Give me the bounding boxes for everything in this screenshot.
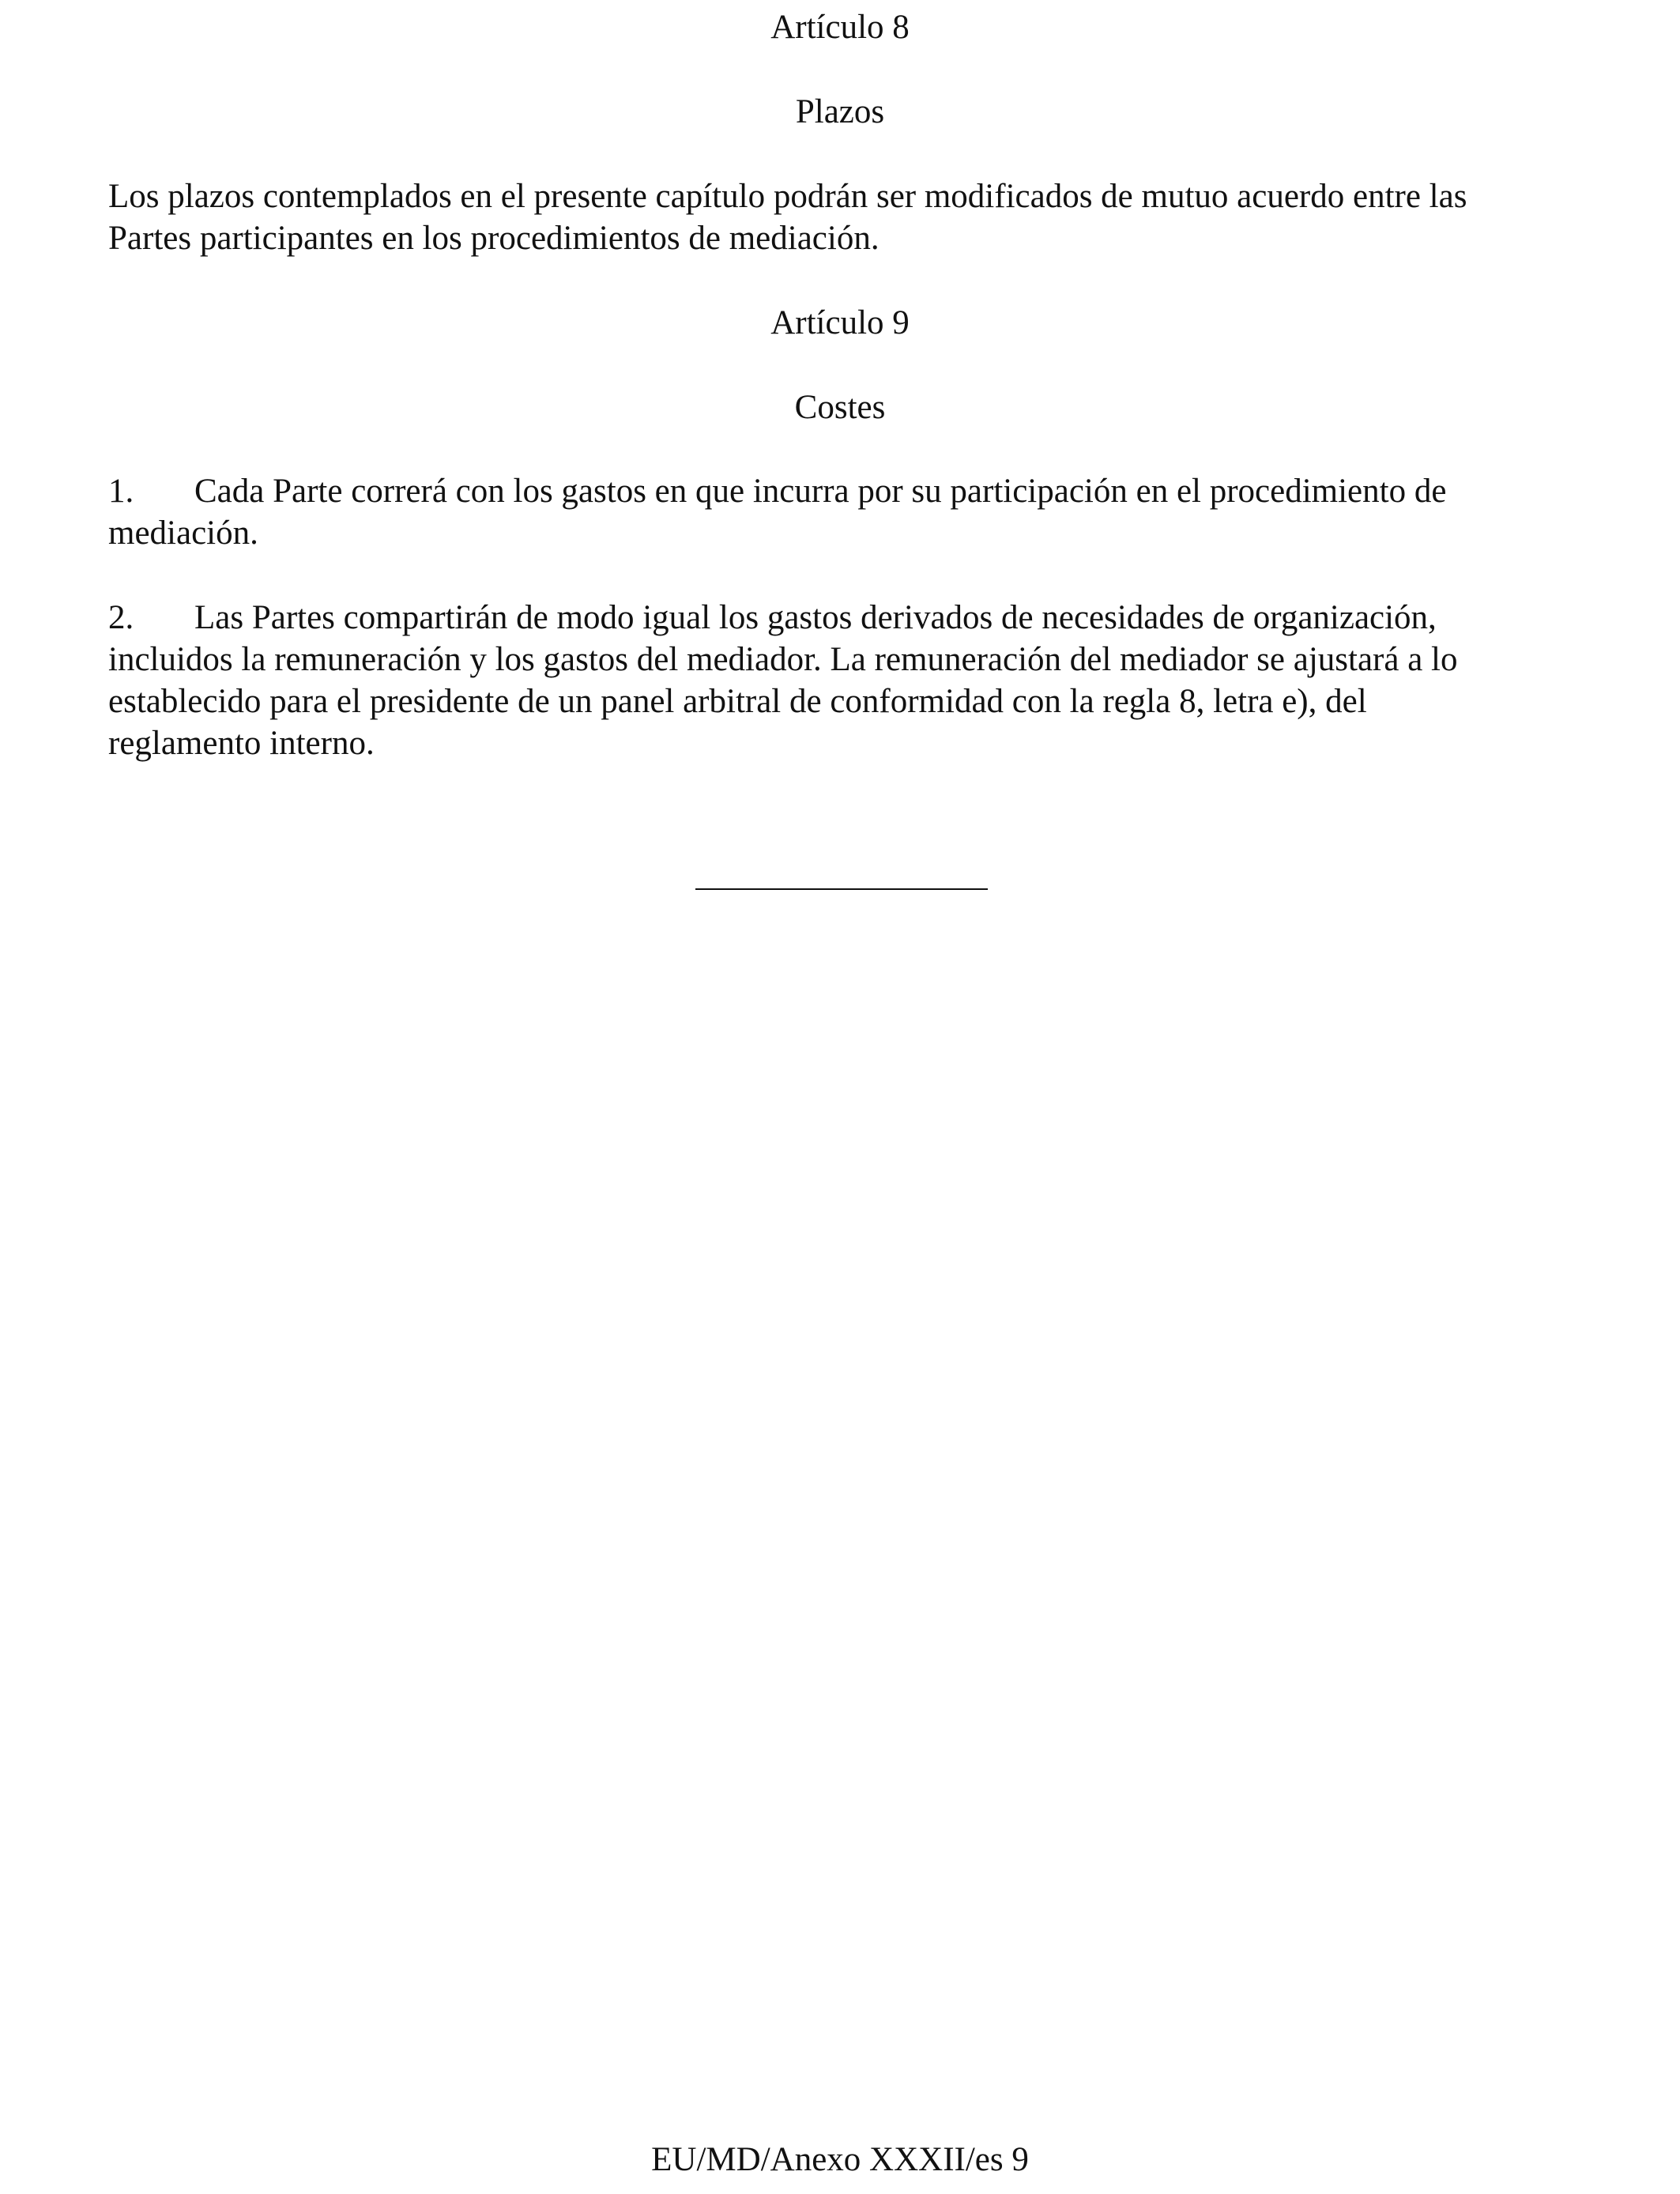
- article-8-title: Plazos: [795, 93, 885, 130]
- article-8-heading: Artículo 8: [770, 9, 910, 46]
- paragraph-line: 1. Cada Parte correrá con los gastos en que incurra por su participación en el procedimiento de: [108, 470, 1594, 512]
- article-9-item-1: [108, 470, 1594, 554]
- paragraph-line: Partes participantes en los procedimientos de mediación.: [108, 220, 880, 257]
- paragraph-line: reglamento interno.: [108, 725, 375, 762]
- paragraph-line: mediación.: [108, 515, 258, 552]
- page-footer: EU/MD/Anexo XXXII/es 9: [651, 2141, 1029, 2178]
- item-number: 1.: [108, 473, 134, 510]
- end-separator-rule: [695, 888, 988, 890]
- article-9-item-2: [108, 597, 1594, 764]
- paragraph-line: incluidos la remuneración y los gastos del mediador. La remuneración del mediador se ajustará a lo: [108, 641, 1458, 678]
- paragraph-line: 2. Las Partes compartirán de modo igual los gastos derivados de necesidades de organización,: [108, 597, 1594, 639]
- article-8-paragraph: [108, 175, 1594, 259]
- article-9-title: Costes: [794, 389, 886, 426]
- item-number: 2.: [108, 599, 134, 636]
- paragraph-line: establecido para el presidente de un panel arbitral de conformidad con la regla 8, letra e), del: [108, 683, 1367, 720]
- paragraph-line: Los plazos contemplados en el presente capítulo podrán ser modificados de mutuo acuerdo entre las: [108, 178, 1467, 215]
- article-9-heading: Artículo 9: [770, 304, 910, 341]
